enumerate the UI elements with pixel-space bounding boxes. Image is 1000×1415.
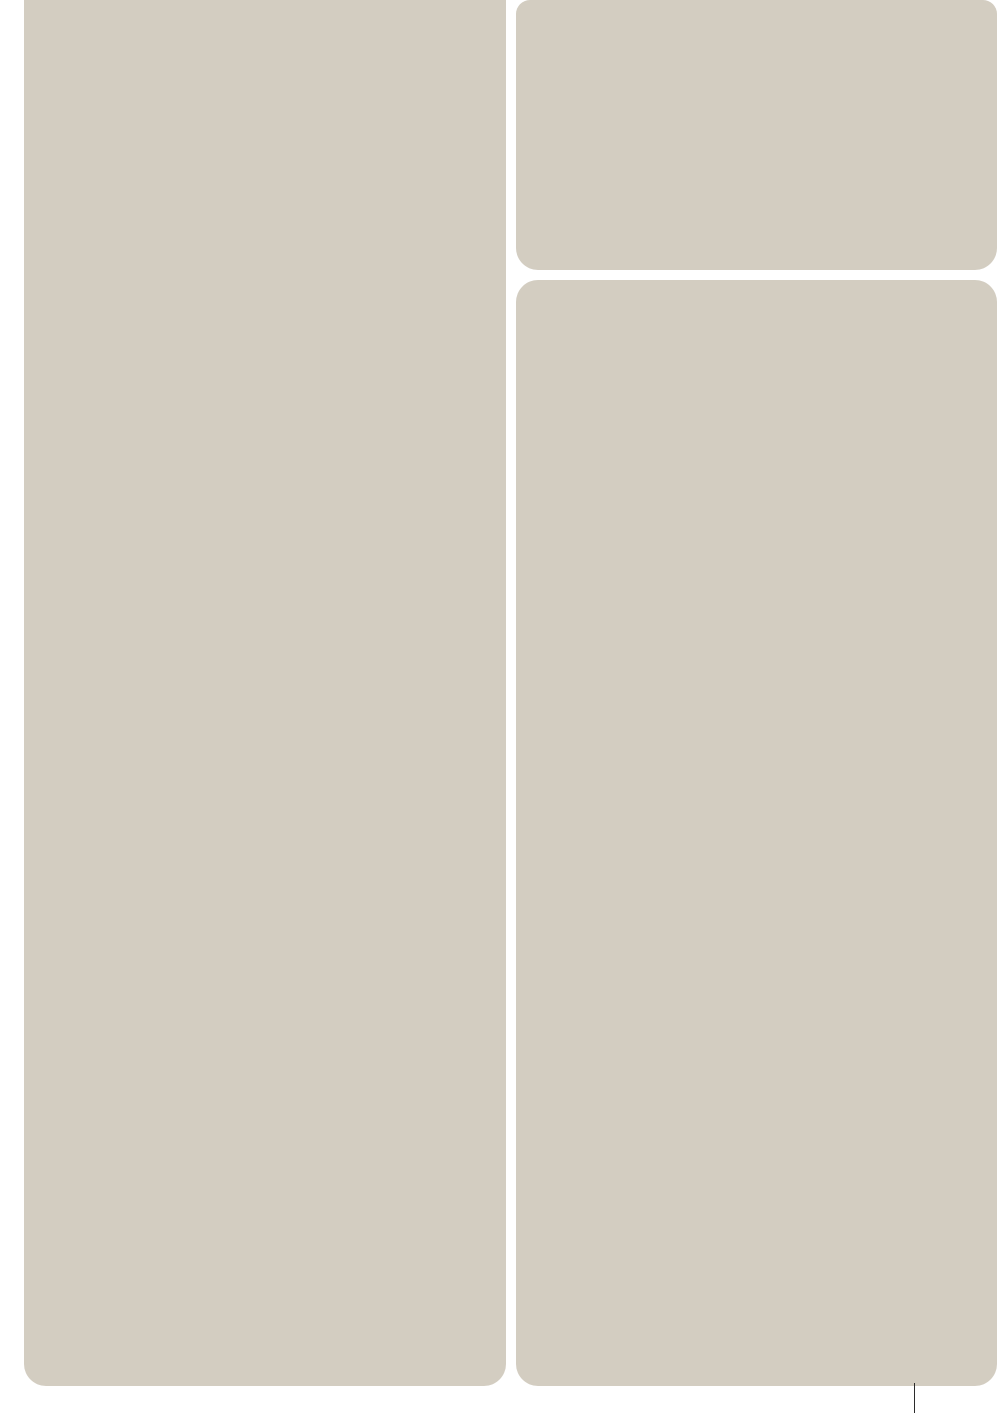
title-panel xyxy=(516,0,997,270)
left-panel xyxy=(24,0,506,1386)
page-number-divider xyxy=(914,1383,915,1413)
page-numbers xyxy=(908,1383,921,1413)
right-panel xyxy=(516,280,997,1386)
